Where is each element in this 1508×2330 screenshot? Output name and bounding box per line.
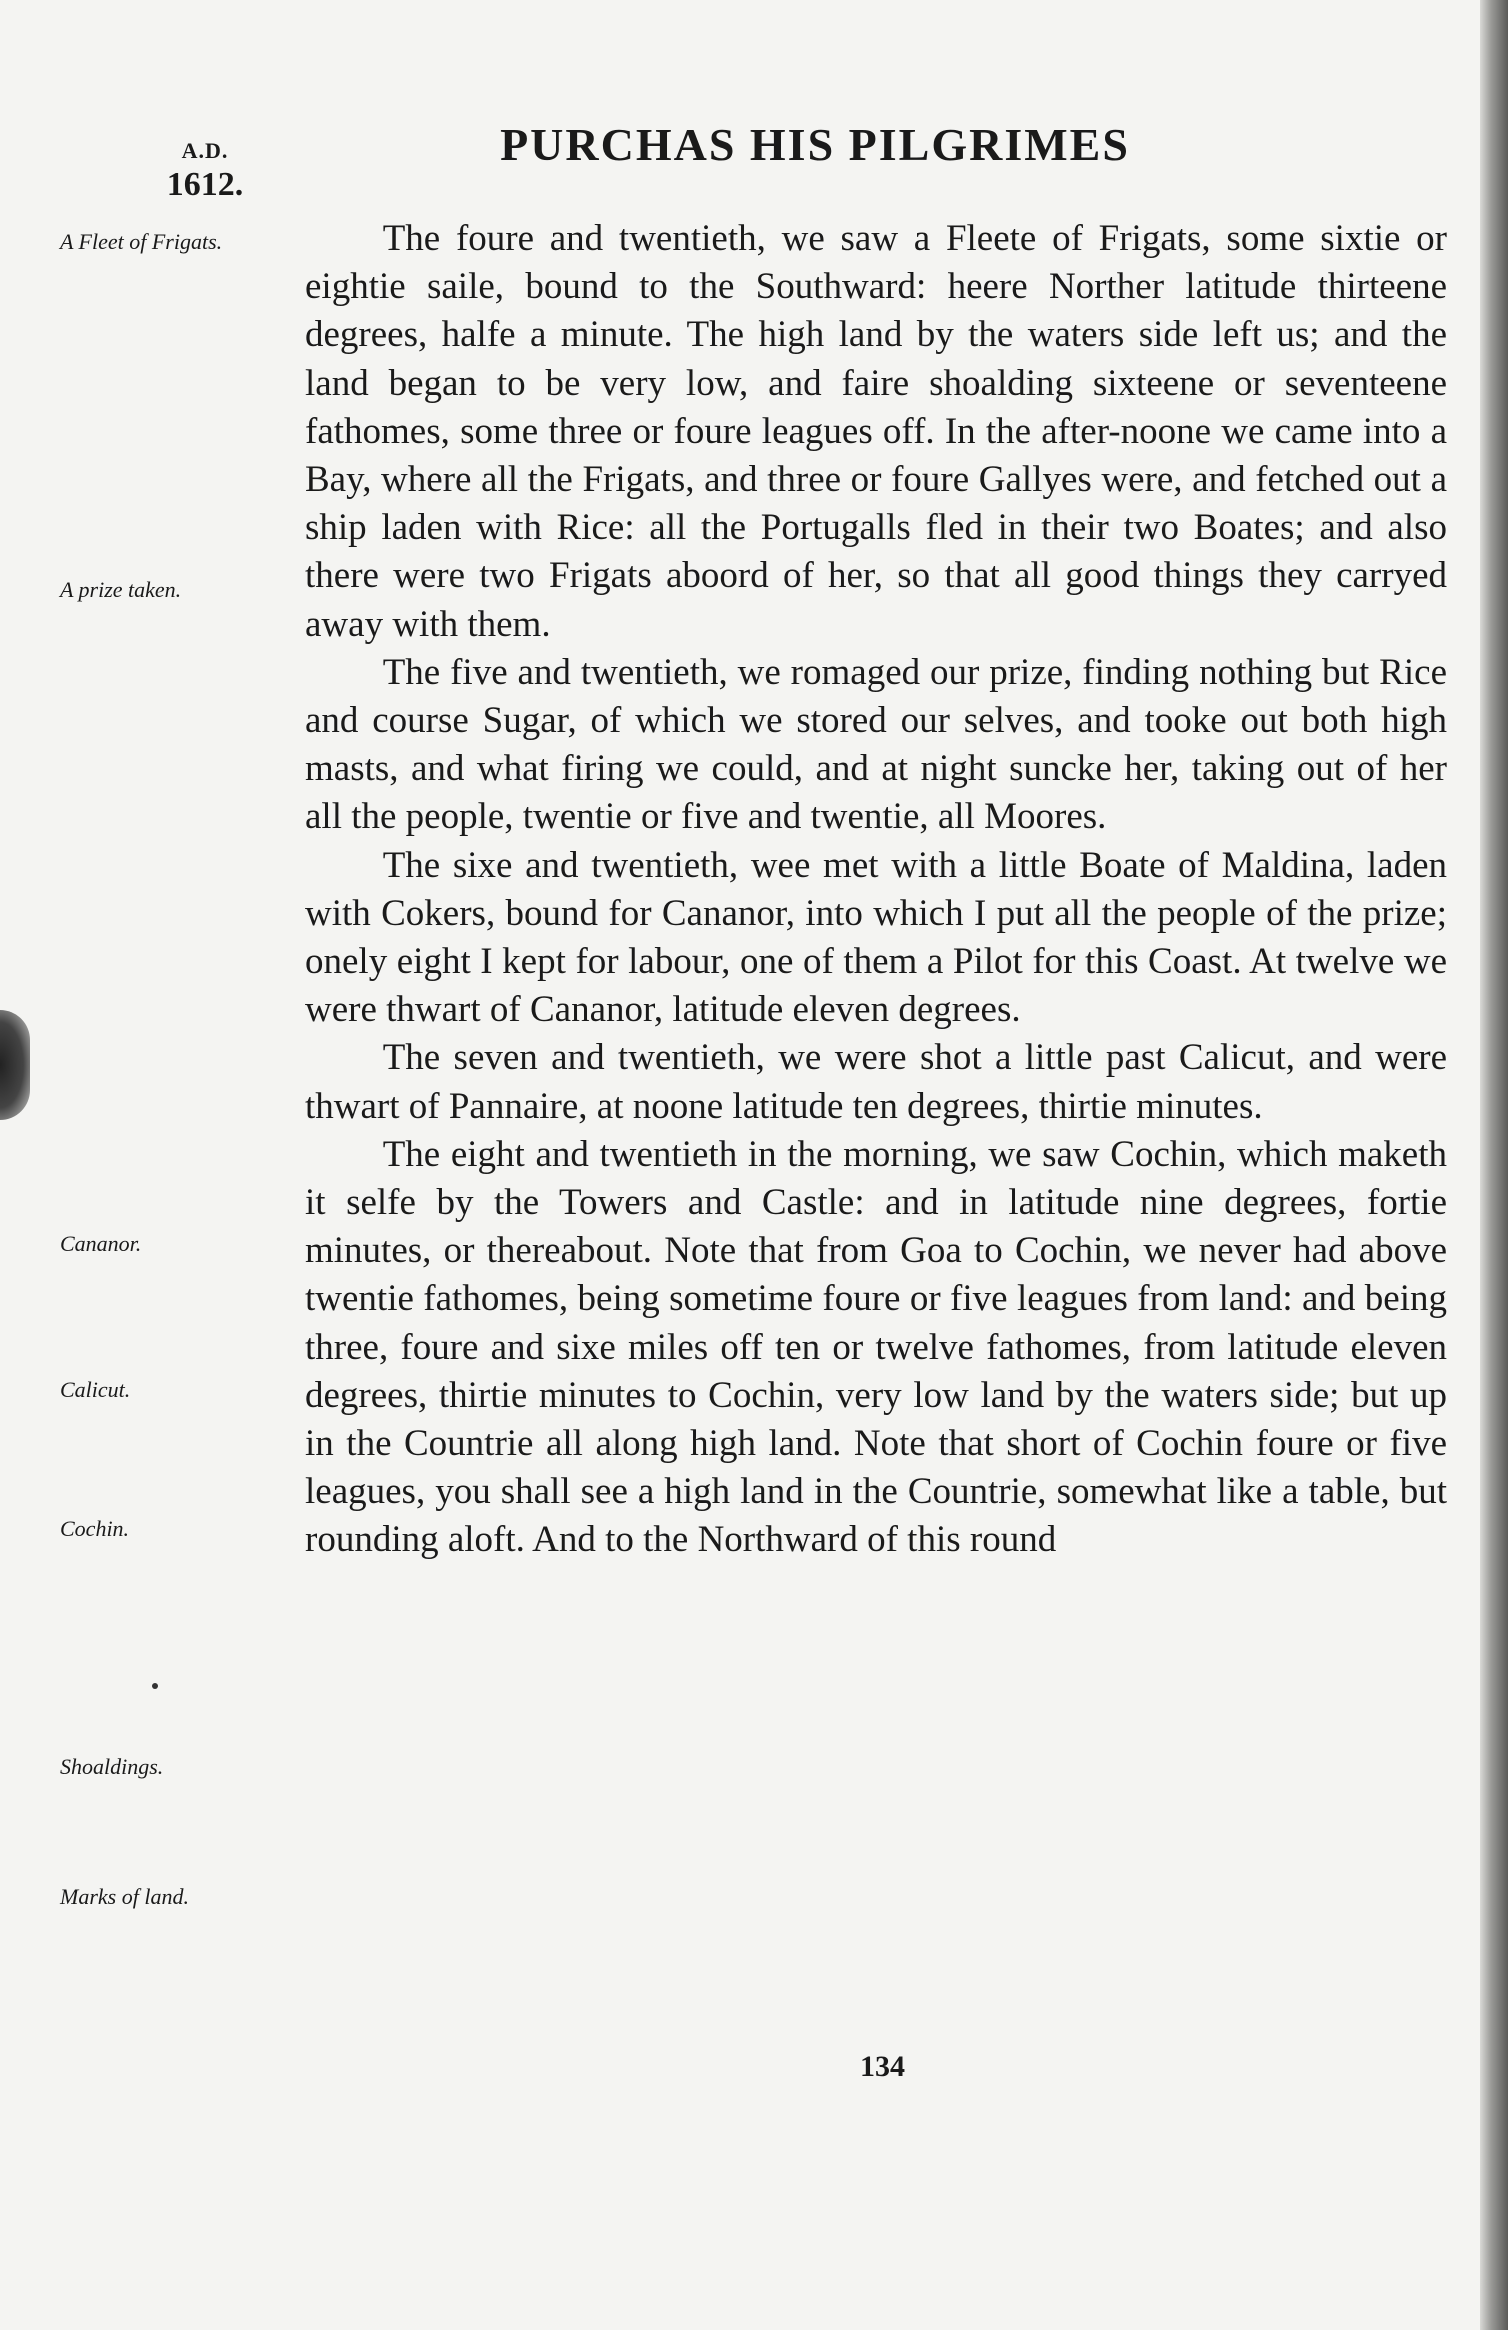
- paragraph: The sixe and twentieth, wee met with a little Boate of Maldina, laden with Cokers, bound for Cananor, into which I put all the people of the prize; onely eight I kept for labour, one of them a Pilot for this Coast. At twelve we were thwart of Cananor, latitude eleven degrees.: [305, 844, 1447, 1031]
- margin-note-shoaldings: Shoaldings.: [60, 1754, 164, 1779]
- year-label: 1612.: [166, 166, 244, 203]
- paragraph: The foure and twentieth, we saw a Fleete of Frigats, some sixtie or eightie saile, bound to the Southward: heere Norther latitude thirteene degrees, halfe a minute. The high land by the waters side left us; and the land began to be very low, and faire shoalding sixteene or seventeene fathomes, some three or foure leagues off. In the after-noone we came into a Bay, where all the Frigats, and three or foure Gallyes were, and fetched out a ship laden with Rice: all the Portugalls fled in their two Boates; and also there were two Frigats aboord of her, so that all good things they carryed away with them.: [305, 218, 1447, 645]
- page-binding-edge: [1480, 0, 1508, 2330]
- scan-thumb-shadow: [0, 1010, 30, 1120]
- margin-note-prize: A prize taken.: [60, 577, 182, 602]
- running-title: PURCHAS HIS PILGRIMES: [500, 119, 1130, 170]
- margin-note-fleet: A Fleet of Frigats.: [60, 229, 223, 254]
- margin-note-cochin: Cochin.: [60, 1516, 130, 1541]
- page-number: 134: [860, 2050, 905, 2083]
- date-heading: [120, 138, 270, 204]
- paragraph: The eight and twentieth in the morning, we saw Cochin, which maketh it selfe by the Towers and Castle: and in latitude nine degrees, fortie minutes, or thereabout. Note that from Goa to Cochin, we never had above twentie fathomes, being sometime foure or five leagues from land: and being three, foure and sixe miles off ten or twelve fathomes, from latitude eleven degrees, thirtie minutes to Cochin, very low land by the waters side; but up in the Countrie all along high land. Note that short of Cochin foure or five leagues, you shall see a high land in the Countrie, somewhat like a table, but rounding aloft. And to the Northward of this round: [305, 1133, 1447, 1561]
- margin-note-cananor: Cananor.: [60, 1231, 142, 1256]
- margin-note-calicut: Calicut.: [60, 1377, 131, 1402]
- paragraph: The five and twentieth, we romaged our prize, finding nothing but Rice and course Sugar, of which we stored our selves, and tooke out both high masts, and what firing we could, and at night suncke her, taking out of her all the people, twentie or five and twentie, all Moores.: [305, 651, 1447, 838]
- era-label: A.D.: [181, 138, 229, 163]
- body-text: [305, 215, 1447, 1565]
- paragraph: The seven and twentieth, we were shot a little past Calicut, and were thwart of Pannaire, at noone latitude ten degrees, thirtie minutes.: [305, 1037, 1447, 1127]
- stray-mark: [152, 1683, 158, 1689]
- margin-note-marks-of-land: Marks of land.: [60, 1884, 189, 1909]
